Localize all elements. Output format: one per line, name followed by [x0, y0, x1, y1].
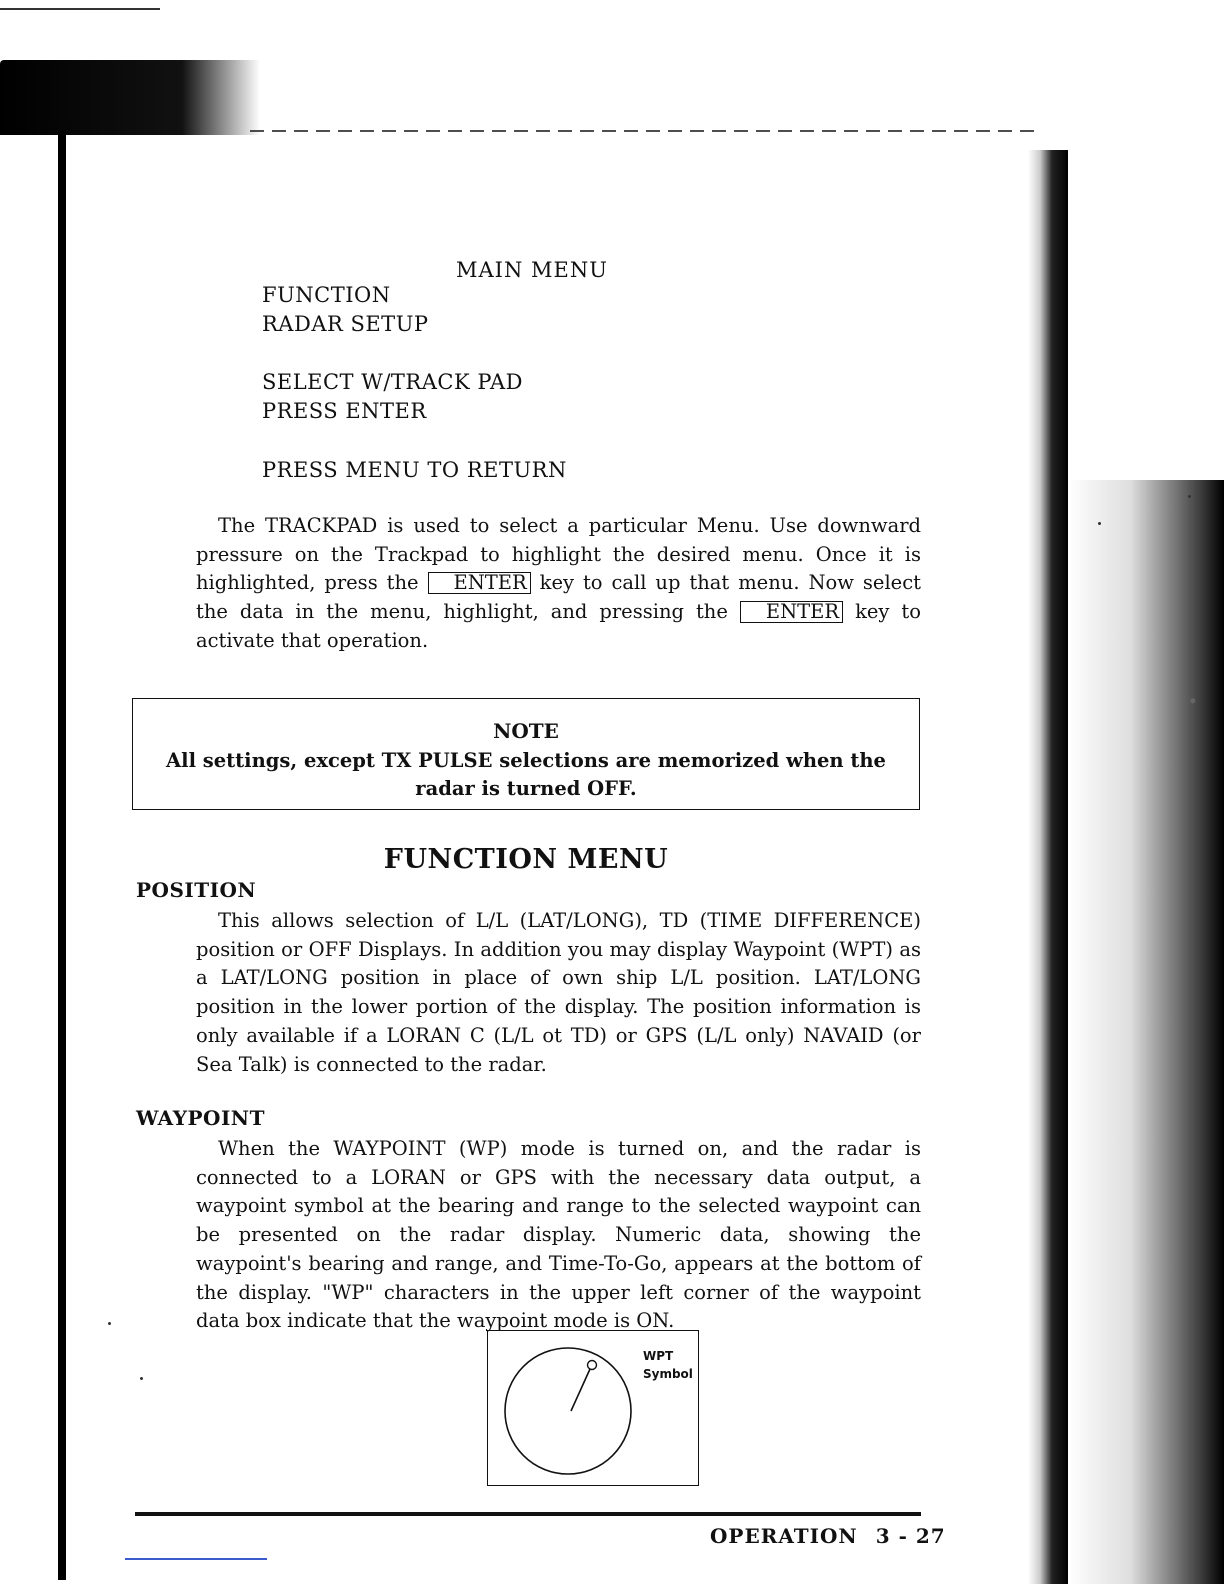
footer-section: OPERATION	[710, 1524, 858, 1548]
wpt-label: WPT	[643, 1349, 674, 1363]
waypoint-heading: WAYPOINT	[136, 1106, 265, 1130]
intro-text-3: key to activate that operation.	[196, 600, 921, 652]
wpt-symbol-figure	[487, 1330, 699, 1486]
intro-paragraph	[196, 512, 921, 656]
page-footer	[710, 1524, 946, 1548]
position-paragraph: This allows selection of L/L (LAT/LONG), TD (TIME DIFFERENCE) position or OFF Displays. In addition you may display Waypoint (WPT) as a LAT/LONG position in place of own ship L/L position. LAT/LONG position in the lower portion of the display. The position information is only available if a LORAN C (L/L ot TD) or GPS (L/L only) NAVAID (or Sea Talk) is connected to the radar.	[196, 909, 921, 1076]
menu-instruction-enter: PRESS ENTER	[262, 399, 427, 423]
waypoint-paragraph: When the WAYPOINT (WP) mode is turned on, and the radar is connected to a LORAN or GPS with the necessary data output, a waypoint symbol at the bearing and range to the selected waypoint can be presented on the radar display. Numeric data, showing the waypoint's bearing and range, and Time-To-Go, appears at the bottom of the display. "WP" characters in the upper left corner of the waypoint data box indicate that the waypoint mode is ON.	[196, 1137, 921, 1333]
function-menu-title: FUNCTION MENU	[383, 844, 669, 875]
scan-speck	[108, 1322, 111, 1325]
intro-text-2: key to call up that menu. Now select the data in the menu, highlight, and pressing the	[196, 571, 921, 624]
scan-noise-right	[1068, 480, 1224, 1584]
footer-rule	[135, 1512, 921, 1516]
menu-return-text: PRESS MENU TO RETURN	[262, 458, 567, 482]
menu-item-function: FUNCTION	[262, 283, 391, 307]
note-text: All settings, except TX PULSE selections are memorized when the radar is turned OFF.	[166, 749, 886, 800]
symbol-label: Symbol	[643, 1367, 693, 1381]
scan-underline-artifact	[125, 1558, 267, 1560]
page-number: 3 - 27	[875, 1524, 946, 1548]
note-box	[132, 698, 920, 810]
waypoint-symbol-icon	[588, 1361, 597, 1370]
menu-item-radar-setup: RADAR SETUP	[262, 312, 429, 336]
scan-page-edge-top	[250, 130, 1040, 132]
bearing-line	[571, 1369, 590, 1411]
scan-shadow-top-left	[0, 60, 260, 135]
scan-edge-stroke	[0, 8, 160, 10]
menu-instruction-select: SELECT W/TRACK PAD	[262, 370, 524, 394]
main-menu-title: MAIN MENU	[456, 258, 608, 282]
scan-speck	[140, 1377, 143, 1380]
scan-speck	[1188, 495, 1191, 498]
radar-scope-circle	[505, 1348, 631, 1474]
enter-key-label: ENTER	[428, 572, 531, 594]
position-heading: POSITION	[136, 878, 257, 902]
scan-speck	[1098, 522, 1101, 525]
note-title: NOTE	[493, 719, 559, 743]
enter-key-label: ENTER	[740, 601, 843, 623]
intro-text-1: The TRACKPAD is used to select a particular Menu. Use downward pressure on the Trackpad to highlight the desired menu. Once it is highlighted, press the	[196, 514, 921, 595]
